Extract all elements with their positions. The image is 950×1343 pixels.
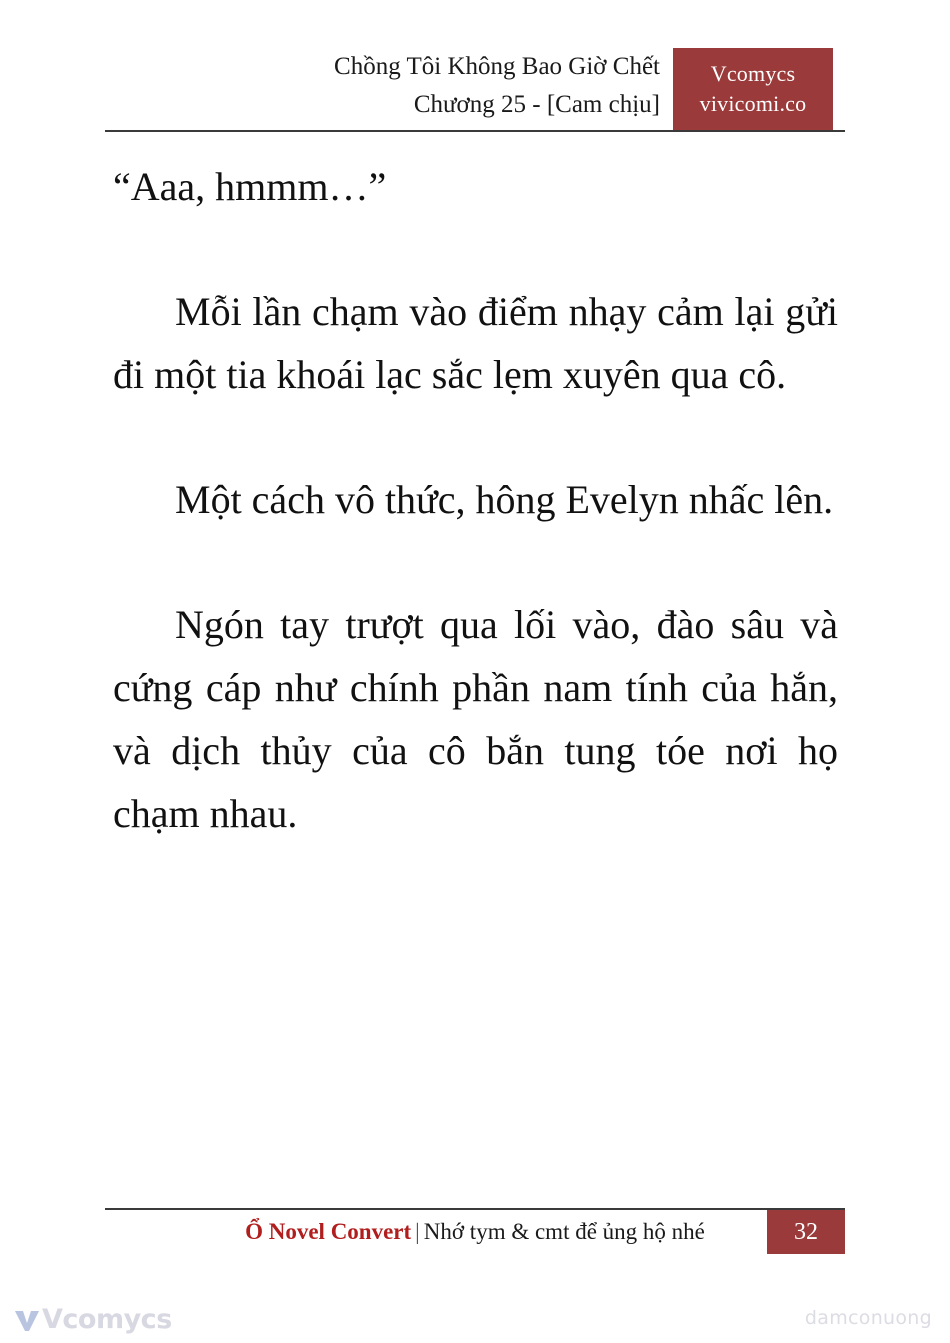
- footer-credit: [105, 1210, 845, 1254]
- watermark-right-text: damconuong: [804, 1307, 932, 1329]
- header-brand-badge: [673, 48, 833, 130]
- watermark-logo-text: Vcomycs: [42, 1304, 172, 1335]
- footer-note: Nhớ tym & cmt để ủng hộ nhé: [423, 1219, 705, 1244]
- page-footer: [105, 1208, 845, 1254]
- paragraph-2: Mỗi lần chạm vào điểm nhạy cảm lại gửi đi một tia khoái lạc sắc lẹm xuyên qua cô.: [113, 289, 838, 397]
- paragraph-4: Ngón tay trượt qua lối vào, đào sâu và cứng cáp như chính phần nam tính của hắn, và dịch thủy của cô bắn tung tóe nơi họ chạm nhau.: [113, 602, 838, 836]
- paragraph-1: “Aaa, hmmm…”: [113, 164, 387, 209]
- chapter-title: Chương 25 - [Cam chịu]: [413, 91, 660, 118]
- paragraph-3: Một cách vô thức, hông Evelyn nhấc lên.: [175, 477, 834, 522]
- brand-name: Vcomycs: [710, 61, 796, 86]
- vcomycs-watermark-logo: [14, 1301, 172, 1339]
- footer-brand: Ổ Novel Convert: [245, 1219, 412, 1244]
- page-content: [113, 155, 838, 907]
- v-logo-icon: [14, 1307, 40, 1333]
- page-header: [105, 48, 845, 130]
- watermark-bar: [0, 1295, 950, 1343]
- header-divider: [105, 130, 845, 132]
- brand-url: vivicomi.co: [699, 91, 807, 116]
- book-title: Chồng Tôi Không Bao Giờ Chết: [334, 53, 660, 80]
- footer-separator: |: [415, 1219, 420, 1244]
- page-number: 32: [767, 1210, 845, 1254]
